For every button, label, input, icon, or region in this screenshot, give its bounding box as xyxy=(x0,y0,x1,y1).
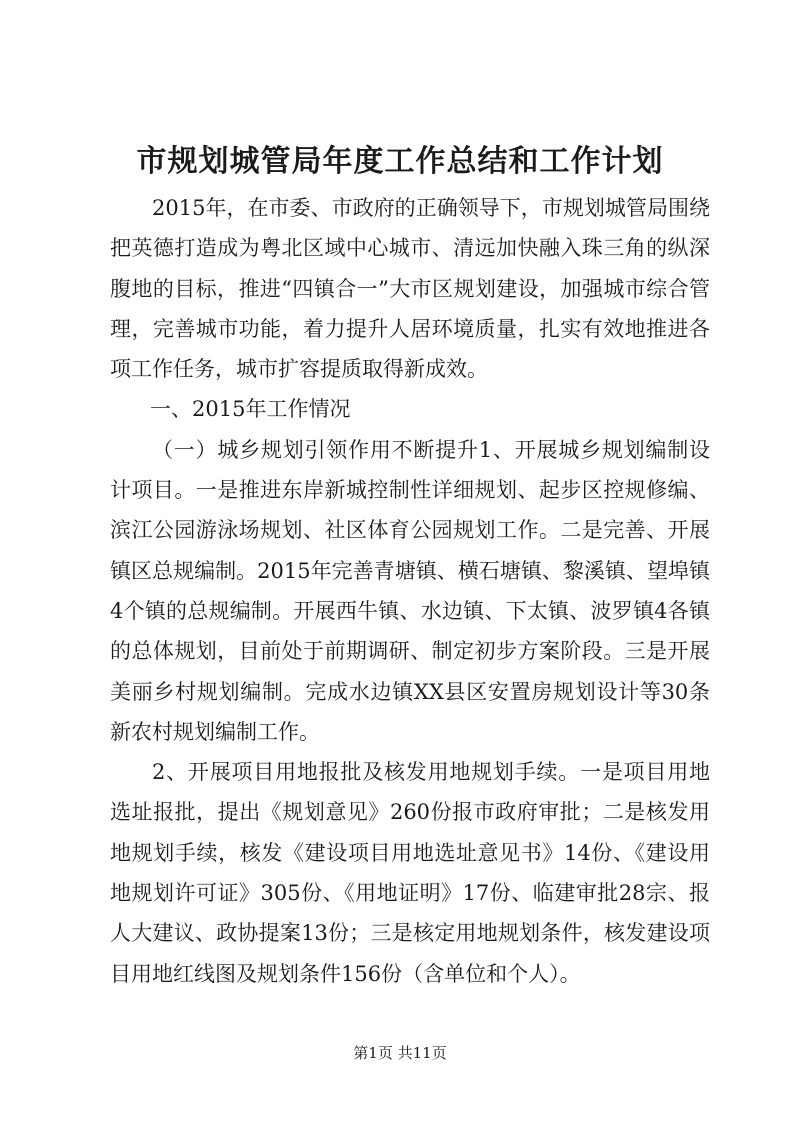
paragraph-land-use: 2、开展项目用地报批及核发用地规划手续。一是项目用地选址报批，提出《规划意见》260份报市政府审批；二是核发用地规划手续，核发《建设项目用地选址意见书》14份、《建设用地规划许可证》305份、《用地证明》17份、临建审批28宗、报人大建议、政协提案13份；三是核定用地规划条件，核发建设项目用地红线图及规划条件156份（含单位和个人）。 xyxy=(110,760,710,986)
section-heading: 一、2015年工作情况 xyxy=(150,397,351,422)
document-title: 市规划城管局年度工作总结和工作计划 xyxy=(136,144,664,179)
paragraph-intro: 2015年，在市委、市政府的正确领导下，市规划城管局围绕把英德打造成为粤北区域中心城市、清远加快融入珠三角的纵深腹地的目标，推进“四镇合一”大市区规划建设，加强城市综合管理，完善城市功能，着力提升人居环境质量，扎实有效地推进各项工作任务，城市扩容提质取得新成效。 xyxy=(110,196,710,382)
document-body xyxy=(110,188,710,994)
page-number: 第1页 共11页 xyxy=(353,1044,447,1062)
paragraph-planning: （一）城乡规划引领作用不断提升1、开展城乡规划编制设计项目。一是推进东岸新城控制性详细规划、起步区控规修编、滨江公园游泳场规划、社区体育公园规划工作。二是完善、开展镇区总规编制。2015年完善青塘镇、横石塘镇、黎溪镇、望埠镇4个镇的总规编制。开展西牛镇、水边镇、下太镇、波罗镇4各镇的总体规划，目前处于前期调研、制定初步方案阶段。三是开展美丽乡村规划编制。完成水边镇XX县区安置房规划设计等30条新农村规划编制工作。 xyxy=(110,437,710,744)
